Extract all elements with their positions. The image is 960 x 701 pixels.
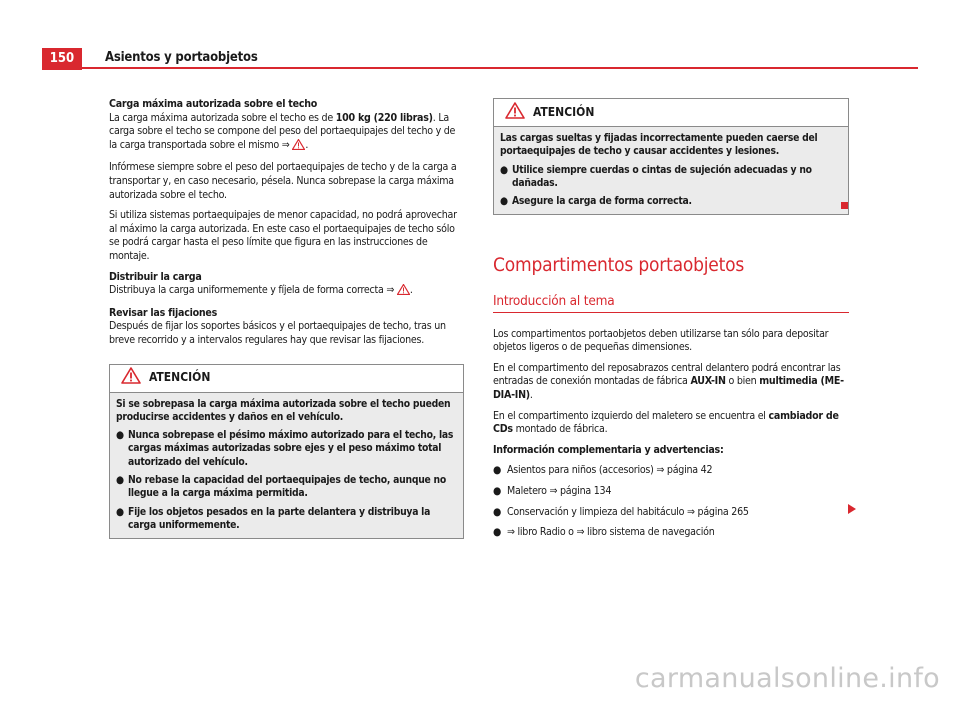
warning-bullet [500, 164, 842, 191]
intro-paragraph-2 [493, 362, 849, 403]
warning-box-roof-load [109, 364, 464, 540]
load-heading: Carga máxima autorizada sobre el techo [109, 98, 318, 110]
text: . La carga sobre el techo se compone del peso del portaequipajes del techo y de la carga transportada sobre el mismo ⇒ [109, 111, 456, 151]
bullet-text: Utilice siempre cuerdas o cintas de sujeción adecuadas y no dañadas. [512, 163, 812, 189]
watermark: carmanualsonline.info [634, 663, 940, 694]
link-text[interactable]: Conservación y limpieza del habitáculo ⇒ página 265 [507, 505, 749, 518]
bullet-dot: ● [116, 429, 124, 442]
max-load-value: 100 kg (220 libras) [335, 111, 433, 124]
subsection-title: Introducción al tema [493, 293, 615, 310]
list-item[interactable] [493, 526, 849, 540]
left-column [109, 98, 464, 539]
text: . [529, 389, 533, 402]
distribute-paragraph [109, 284, 464, 300]
warning-intro: Las cargas sueltas y fijadas incorrectamente pueden caerse del portaequipajes de techo y causar accidentes y lesiones. [500, 132, 818, 158]
bullet-dot: ● [493, 505, 502, 518]
list-item[interactable] [493, 464, 849, 478]
link-text[interactable]: Asientos para niños (accesorios) ⇒ página 42 [507, 464, 713, 477]
warning-triangle-icon[interactable] [292, 139, 305, 155]
warning-triangle-icon [121, 367, 141, 389]
warning-triangle-icon[interactable] [397, 284, 410, 300]
bullet-text: Asegure la carga de forma correcta. [512, 195, 692, 208]
list-item[interactable] [493, 485, 849, 499]
bullet-dot: ● [493, 526, 502, 539]
media-in-label: multimedia (ME-DIA-IN) [493, 375, 844, 402]
check-paragraph: Después de fijar los soportes básicos y el portaequipajes de techo, tras un breve recorrido y a intervalos regulares hay que revisar las fijaciones. [109, 320, 446, 346]
check-heading: Revisar las fijaciones [109, 306, 218, 319]
warning-bullet [116, 429, 457, 469]
cd-changer-label: cambiador de CDs [493, 409, 839, 436]
warning-bullet [116, 474, 457, 501]
load-paragraph-2: Infórmese siempre sobre el peso del portaequipajes de techo y de la carga a transportar y, en caso necesario, pésela. Nunca sobrepase la carga máxima autorizada sobre el techo. [109, 161, 457, 201]
warning-body [110, 393, 463, 539]
warning-bullet [116, 506, 457, 533]
link-text[interactable]: Maletero ⇒ página 134 [507, 485, 612, 498]
text: montado de fábrica. [512, 423, 608, 436]
intro-paragraph-1: Los compartimentos portaobjetos deben utilizarse tan sólo para depositar objetos ligeros o de pequeñas dimensiones. [493, 327, 829, 354]
text: Distribuya la carga uniformemente y fíjela de forma correcta ⇒ [109, 284, 395, 297]
info-heading: Información complementaria y advertencias: [493, 443, 724, 456]
intro-paragraph-3 [493, 410, 849, 437]
text: En el compartimento del reposabrazos central delantero podrá encontrar las entradas de conexión montadas de fábrica [493, 361, 841, 388]
text: En el compartimento izquierdo del maletero se encuentra el [493, 409, 769, 422]
bullet-dot: ● [500, 163, 508, 176]
warning-title: ATENCIÓN [149, 370, 211, 385]
warning-triangle-icon [505, 102, 525, 124]
continue-arrow-icon [848, 504, 856, 514]
warning-header [494, 99, 848, 127]
warning-title: ATENCIÓN [533, 104, 595, 119]
header-rule [82, 67, 918, 69]
bullet-text: Nunca sobrepase el pésimo máximo autorizado para el techo, las cargas máximas autorizadas sobre ejes y el peso máximo total autorizado del vehículo. [128, 429, 454, 468]
warning-intro: Si se sobrepasa la carga máxima autorizada sobre el techo pueden producirse accidentes y daños en el vehículo. [116, 397, 451, 423]
bullet-dot: ● [493, 485, 502, 498]
section-title: Compartimentos portaobjetos [493, 254, 745, 277]
aux-in-label: AUX-IN [690, 375, 726, 388]
warning-header [110, 365, 463, 393]
bullet-dot: ● [500, 195, 508, 208]
text: . [305, 138, 309, 151]
end-of-section-marker [841, 202, 848, 209]
bullet-dot: ● [493, 464, 502, 477]
running-header-title: Asientos y portaobjetos [105, 50, 258, 65]
bullet-text: Fije los objetos pesados en la parte delantera y distribuya la carga uniformemente. [128, 505, 431, 531]
bullet-dot: ● [116, 473, 124, 486]
text: . [409, 284, 413, 297]
subsection-rule [493, 312, 849, 313]
warning-box-loose-cargo [493, 98, 849, 215]
list-item[interactable] [493, 506, 849, 520]
distribute-heading: Distribuir la carga [109, 270, 202, 283]
text: o bien [725, 375, 760, 388]
load-paragraph-3: Si utiliza sistemas portaequipajes de menor capacidad, no podrá aprovechar al máximo la carga autorizada. En este caso el portaequipajes de techo sólo se podrá cargar hasta el peso límite que figura en las instrucciones de montaje. [109, 209, 457, 262]
bullet-dot: ● [116, 505, 124, 518]
bullet-text: No rebase la capacidad del portaequipajes de techo, aunque no llegue a la carga máxima permitida. [128, 473, 447, 500]
right-column [493, 98, 849, 547]
text: La carga máxima autorizada sobre el techo es de [109, 111, 336, 124]
page-number: 150 [42, 48, 82, 70]
link-text[interactable]: ⇒ libro Radio o ⇒ libro sistema de navegación [507, 526, 715, 539]
load-paragraph-1 [109, 112, 464, 155]
warning-bullet [500, 195, 842, 208]
warning-body [494, 127, 848, 214]
